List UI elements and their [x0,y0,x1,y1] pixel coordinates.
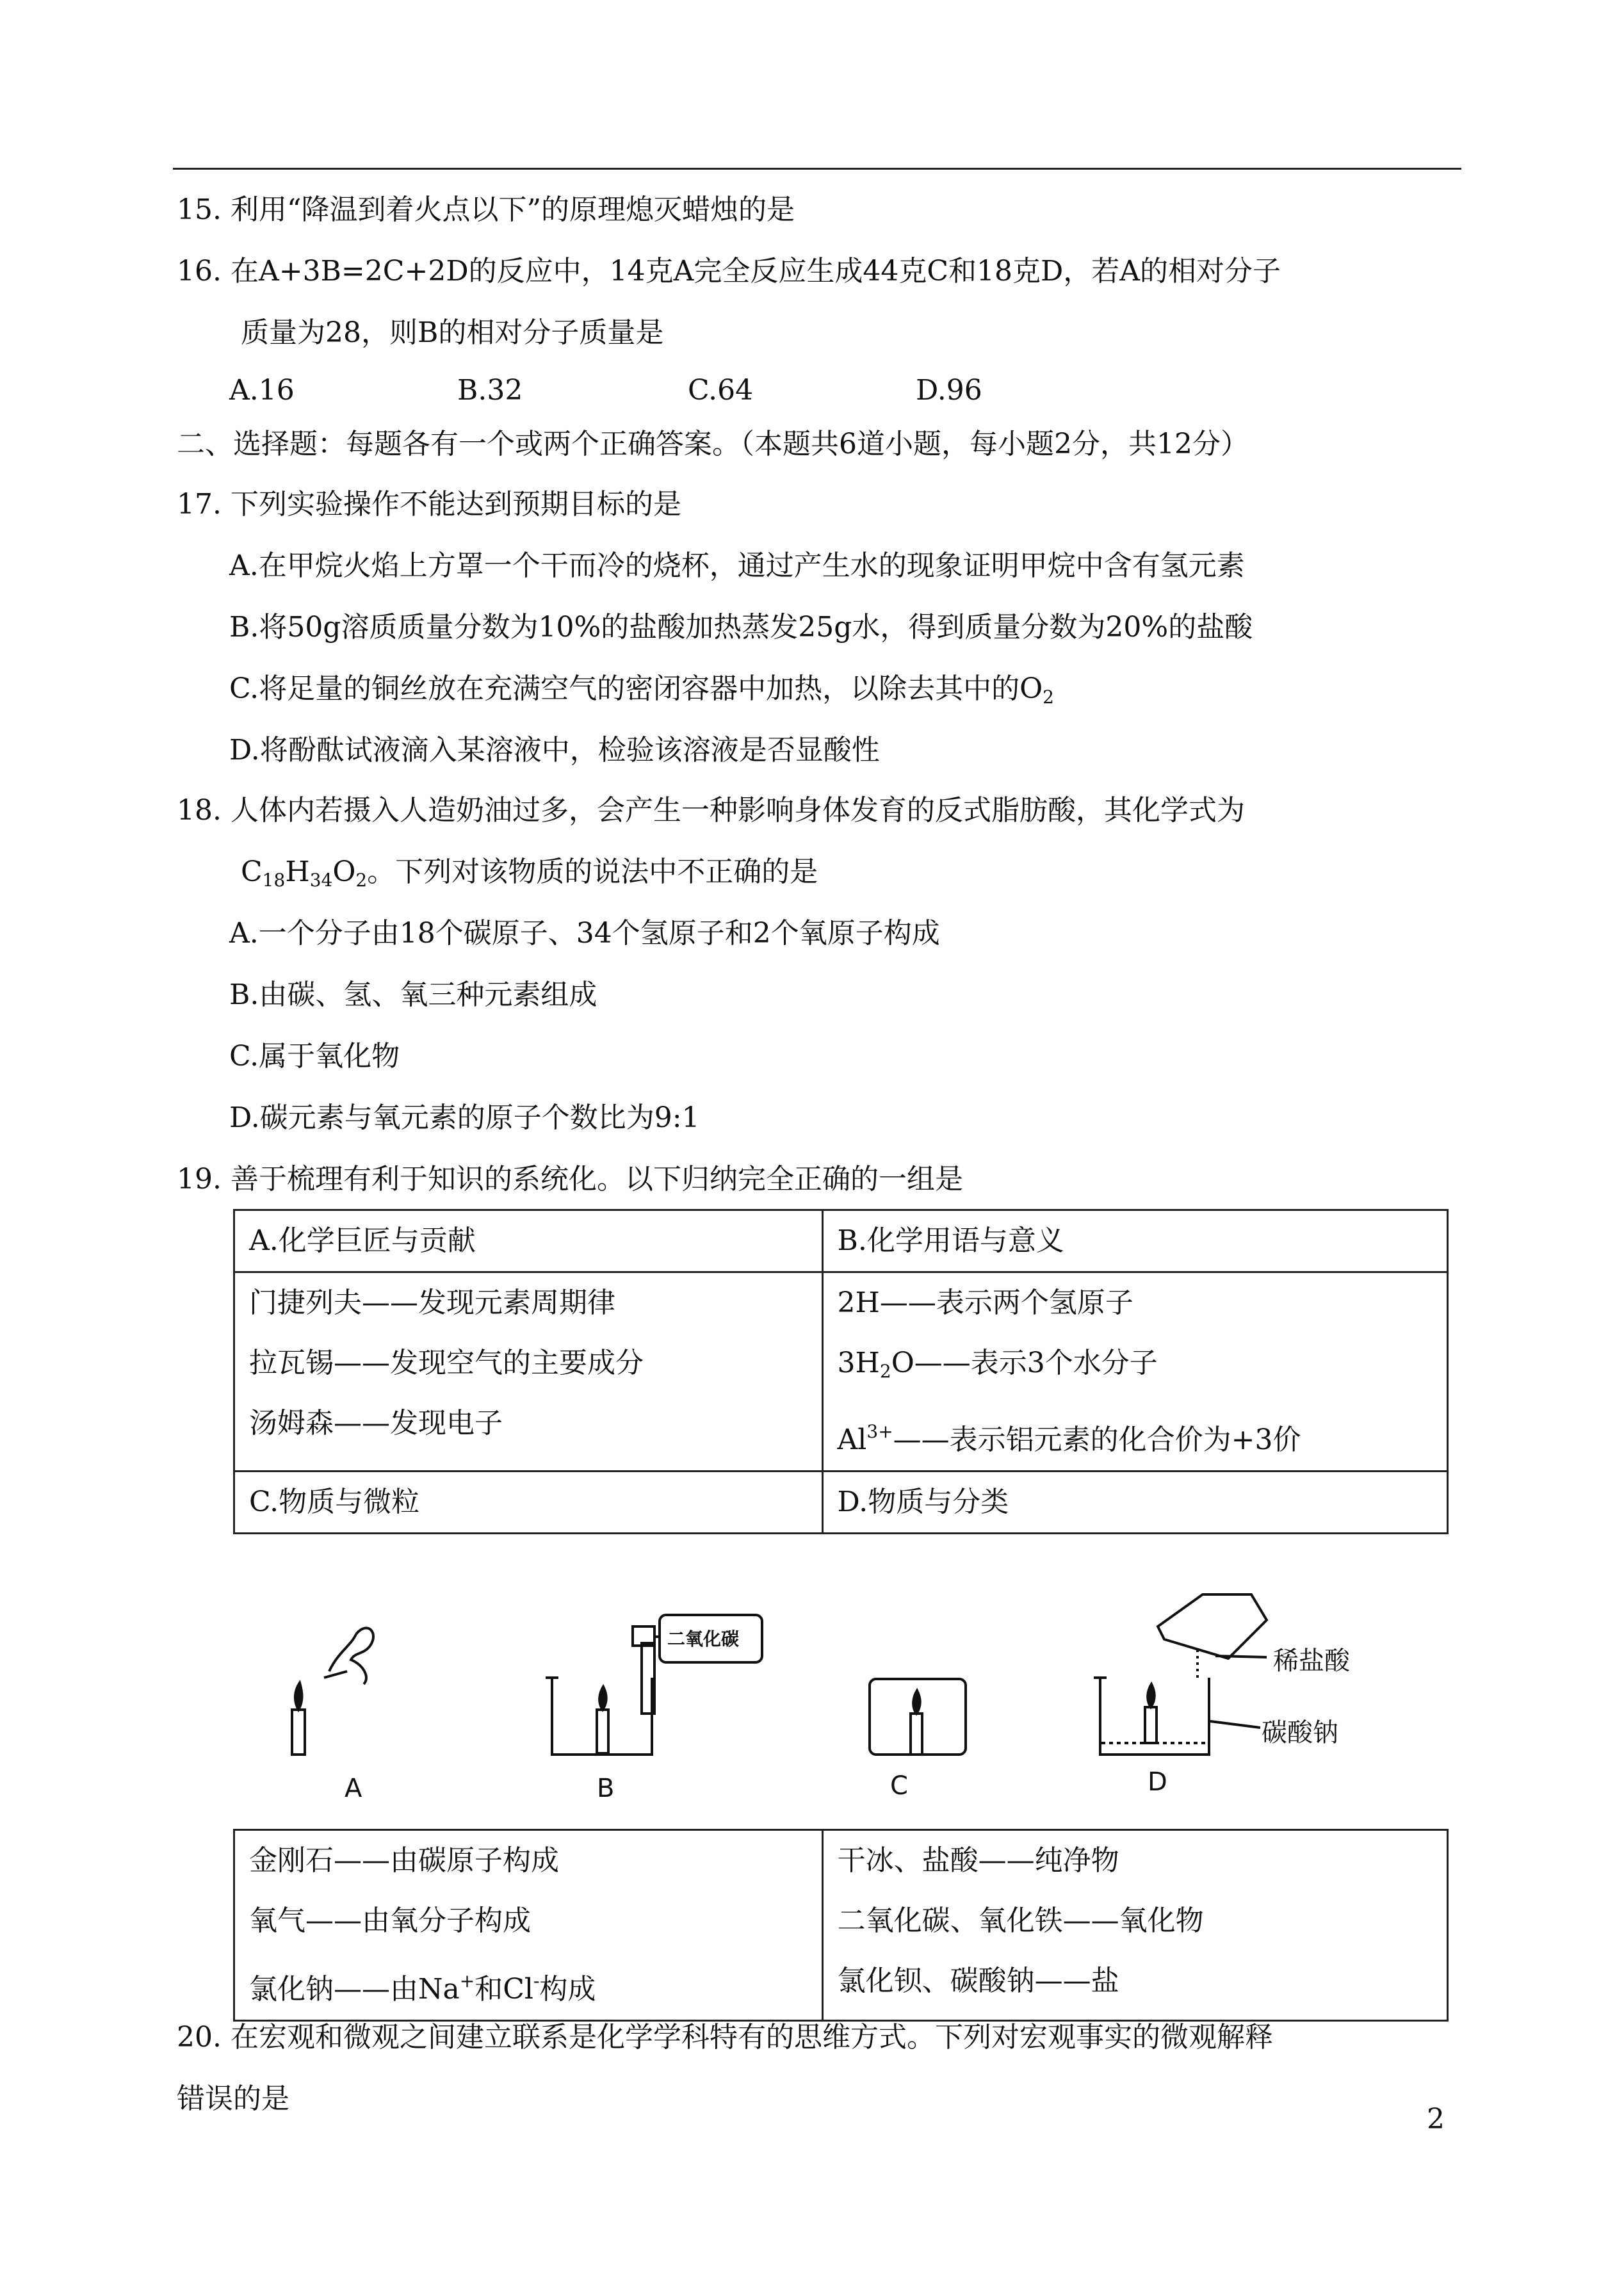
question-17: 17. 下列实验操作不能达到预期目标的是 [177,488,681,521]
q17-option-d: D.将酚酞试液滴入某溶液中，检验该溶液是否显酸性 [229,734,880,766]
q19-cell-d-head: D.物质与分类 [822,1472,1447,1534]
question-20-line1: 20. 在宏观和微观之间建立联系是化学学科特有的思维方式。下列对宏观事实的微观解释 [177,2021,1273,2054]
figure-b-co2-tag: 二氧化碳 [667,1628,740,1650]
q16-option-a: A.16 [229,374,295,407]
question-16-line2: 质量为28，则B的相对分子质量是 [241,316,664,349]
candle-experiments-figure [242,1582,1369,1825]
q17-option-b: B.将50g溶质质量分数为10%的盐酸加热蒸发25g水，得到质量分数为20%的盐酸 [229,611,1253,644]
figure-d-acid-label: 稀盐酸 [1273,1646,1350,1676]
figure-label-b: B [597,1774,615,1803]
question-15: 15. 利用“降温到着火点以下”的原理熄灭蜡烛的是 [177,193,795,226]
q19-cell-c-body: 金刚石——由碳原子构成 氧气——由氧分子构成 氯化钠——由Na+和Cl-构成 [234,1830,823,2021]
page-number: 2 [1427,2103,1445,2136]
q19-table-bottom [233,1829,1449,2022]
question-19: 19. 善于梳理有利于知识的系统化。以下归纳完全正确的一组是 [177,1163,963,1196]
q18-option-a: A.一个分子由18个碳原子、34个氢原子和2个氧原子构成 [229,917,940,950]
q19-cell-d-body: 干冰、盐酸——纯净物 二氧化碳、氧化铁——氧化物 氯化钡、碳酸钠——盐 [822,1830,1447,2021]
figure-label-d: D [1148,1767,1167,1797]
q18-option-c: C.属于氧化物 [229,1040,400,1073]
q19-cell-b-body: 2H——表示两个氢原子 $3H_2O——$表示3个水分子 $Al^{3+}——$表示铝元素的化合价为+3价 [822,1272,1447,1472]
question-16-line1: 16. 在A+3B=2C+2D的反应中，14克A完全反应生成44克C和18克D，若A的相对分子 [177,255,1281,288]
header-rule [173,168,1461,170]
q16-option-c: C.64 [688,374,754,407]
q17-option-a: A.在甲烷火焰上方罩一个干而冷的烧杯，通过产生水的现象证明甲烷中含有氢元素 [229,549,1245,582]
q19-table-top [233,1209,1449,1534]
q19-cell-a-body: 门捷列夫——发现元素周期律 拉瓦锡——发现空气的主要成分 汤姆森——发现电子 [234,1272,823,1472]
figure-label-a: A [345,1774,362,1803]
figure-d-salt-label: 碳酸钠 [1262,1718,1338,1748]
q16-option-d: D.96 [916,374,982,407]
figure-label-c: C [890,1771,908,1801]
q18-option-b: B.由碳、氢、氧三种元素组成 [229,978,597,1011]
q19-cell-c-head: C.物质与微粒 [234,1472,823,1534]
question-18-line1: 18. 人体内若摄入人造奶油过多，会产生一种影响身体发育的反式脂肪酸，其化学式为 [177,794,1245,827]
q16-option-b: B.32 [457,374,523,407]
section-2-heading: 二、选择题：每题各有一个或两个正确答案。（本题共6道小题，每小题2分，共12分） [177,428,1249,460]
q19-cell-a-head: A.化学巨匠与贡献 [234,1210,823,1272]
figure-drawing [242,1582,1369,1825]
question-18-line2: $C_{18}H_{34}O_2$。下列对该物质的说法中不正确的是 [241,856,818,891]
q17-option-c: C.将足量的铜丝放在充满空气的密闭容器中加热，以除去其中的$O_2$ [229,672,1054,708]
q18-option-d: D.碳元素与氧元素的原子个数比为9:1 [229,1101,700,1134]
question-20-line2: 错误的是 [177,2082,289,2115]
q19-cell-b-head: B.化学用语与意义 [822,1210,1447,1272]
